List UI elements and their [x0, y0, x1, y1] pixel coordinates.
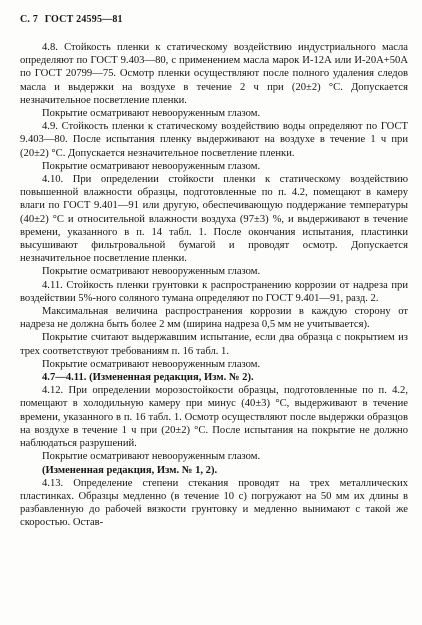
corrosion-limit: Максимальная величина распространения коррозии в каждую сторону от надреза не должна быть более 2 мм (ширина надреза 0,5 мм не учитывается). [20, 306, 408, 331]
page-number: С. 7 [20, 14, 39, 25]
paragraph-4-9: 4.9. Стойкость пленки к статическому воздействию воды определяют по ГОСТ 9.403—80. После испытания пленку выдерживают на воздухе в течение 1 ч при (20±2) °С. Допускается незначительное посветление пленки. [20, 121, 408, 159]
inspection-note: Покрытие осматривают невооруженным глазом. [42, 358, 261, 370]
amendment-note-4-12: (Измененная редакция, Изм. № 1, 2). [42, 464, 218, 476]
paragraph-4-13: 4.13. Определение степени стекания проводят на трех металлических пластинках. Образцы медленно (в течение 10 с) погружают на 50 мм их длины в разбавленную до рабочей вязкости грунтовку и медленно вынимают с такой же скоростью. Остав- [20, 477, 408, 529]
standard-number: ГОСТ 24595—81 [44, 14, 123, 25]
paragraph-4-11: 4.11. Стойкость пленки грунтовки к распространению коррозии от надреза при воздействии 5%-ного соляного тумана определяют по ГОСТ 9.401—91, разд. 2. [20, 279, 408, 304]
inspection-note: Покрытие осматривают невооруженным глазом. [42, 451, 261, 463]
inspection-note: Покрытие осматривают невооруженным глазом. [42, 266, 261, 278]
document-body [20, 41, 408, 530]
inspection-note: Покрытие осматривают невооруженным глазом. [42, 108, 261, 120]
inspection-note: Покрытие осматривают невооруженным глазом. [42, 160, 261, 172]
paragraph-4-12: 4.12. При определении морозостойкости образцы, подготовленные по п. 4.2, помещают в холодильную камеру при минус (40±3) °С, выдерживают в течение времени, указанного в п. 16 табл. 1. Осмотр осуществляют после выдержки образцов на воздухе в течение 1 ч при (20±2) °С. После испытания на покрытие не должно наблюдаться разрушений. [20, 385, 408, 450]
pass-criterion: Покрытие считают выдержавшим испытание, если два образца с покрытием из трех соответствуют требованиям п. 16 табл. 1. [20, 332, 408, 357]
paragraph-4-8: 4.8. Стойкость пленки к статическому воздействию индустриального масла определяют по ГОСТ 9.403—80, с применением масла марок И-12А или И-20А+50А по ГОСТ 20799—75. Осмотр пленки осуществляют после полного удаления следов масла и выдержки на воздухе в течение 2 ч при (20±2) °С. Допускается незначительное посветление пленки. [20, 42, 408, 106]
amendment-note-4-7-4-11: 4.7—4.11. (Измененная редакция, Изм. № 2). [42, 372, 254, 384]
paragraph-4-10: 4.10. При определении стойкости пленки к статическому воздействию повышенной влажности образцы, подготовленные по п. 4.2, помещают в камеру влаги по ГОСТ 9.401—91 или другую, обеспечивающую поддержание температуры (40±2) °С и относительной влажности воздуха (97±3) %, и выдерживают в течение времени, указанного в п. 14 табл. 1. После окончания испытания, пластинки высушивают фильтровальной бумагой и проводят осмотр. Допускается незначительное посветление пленки. [20, 174, 408, 265]
page-header [20, 14, 408, 26]
